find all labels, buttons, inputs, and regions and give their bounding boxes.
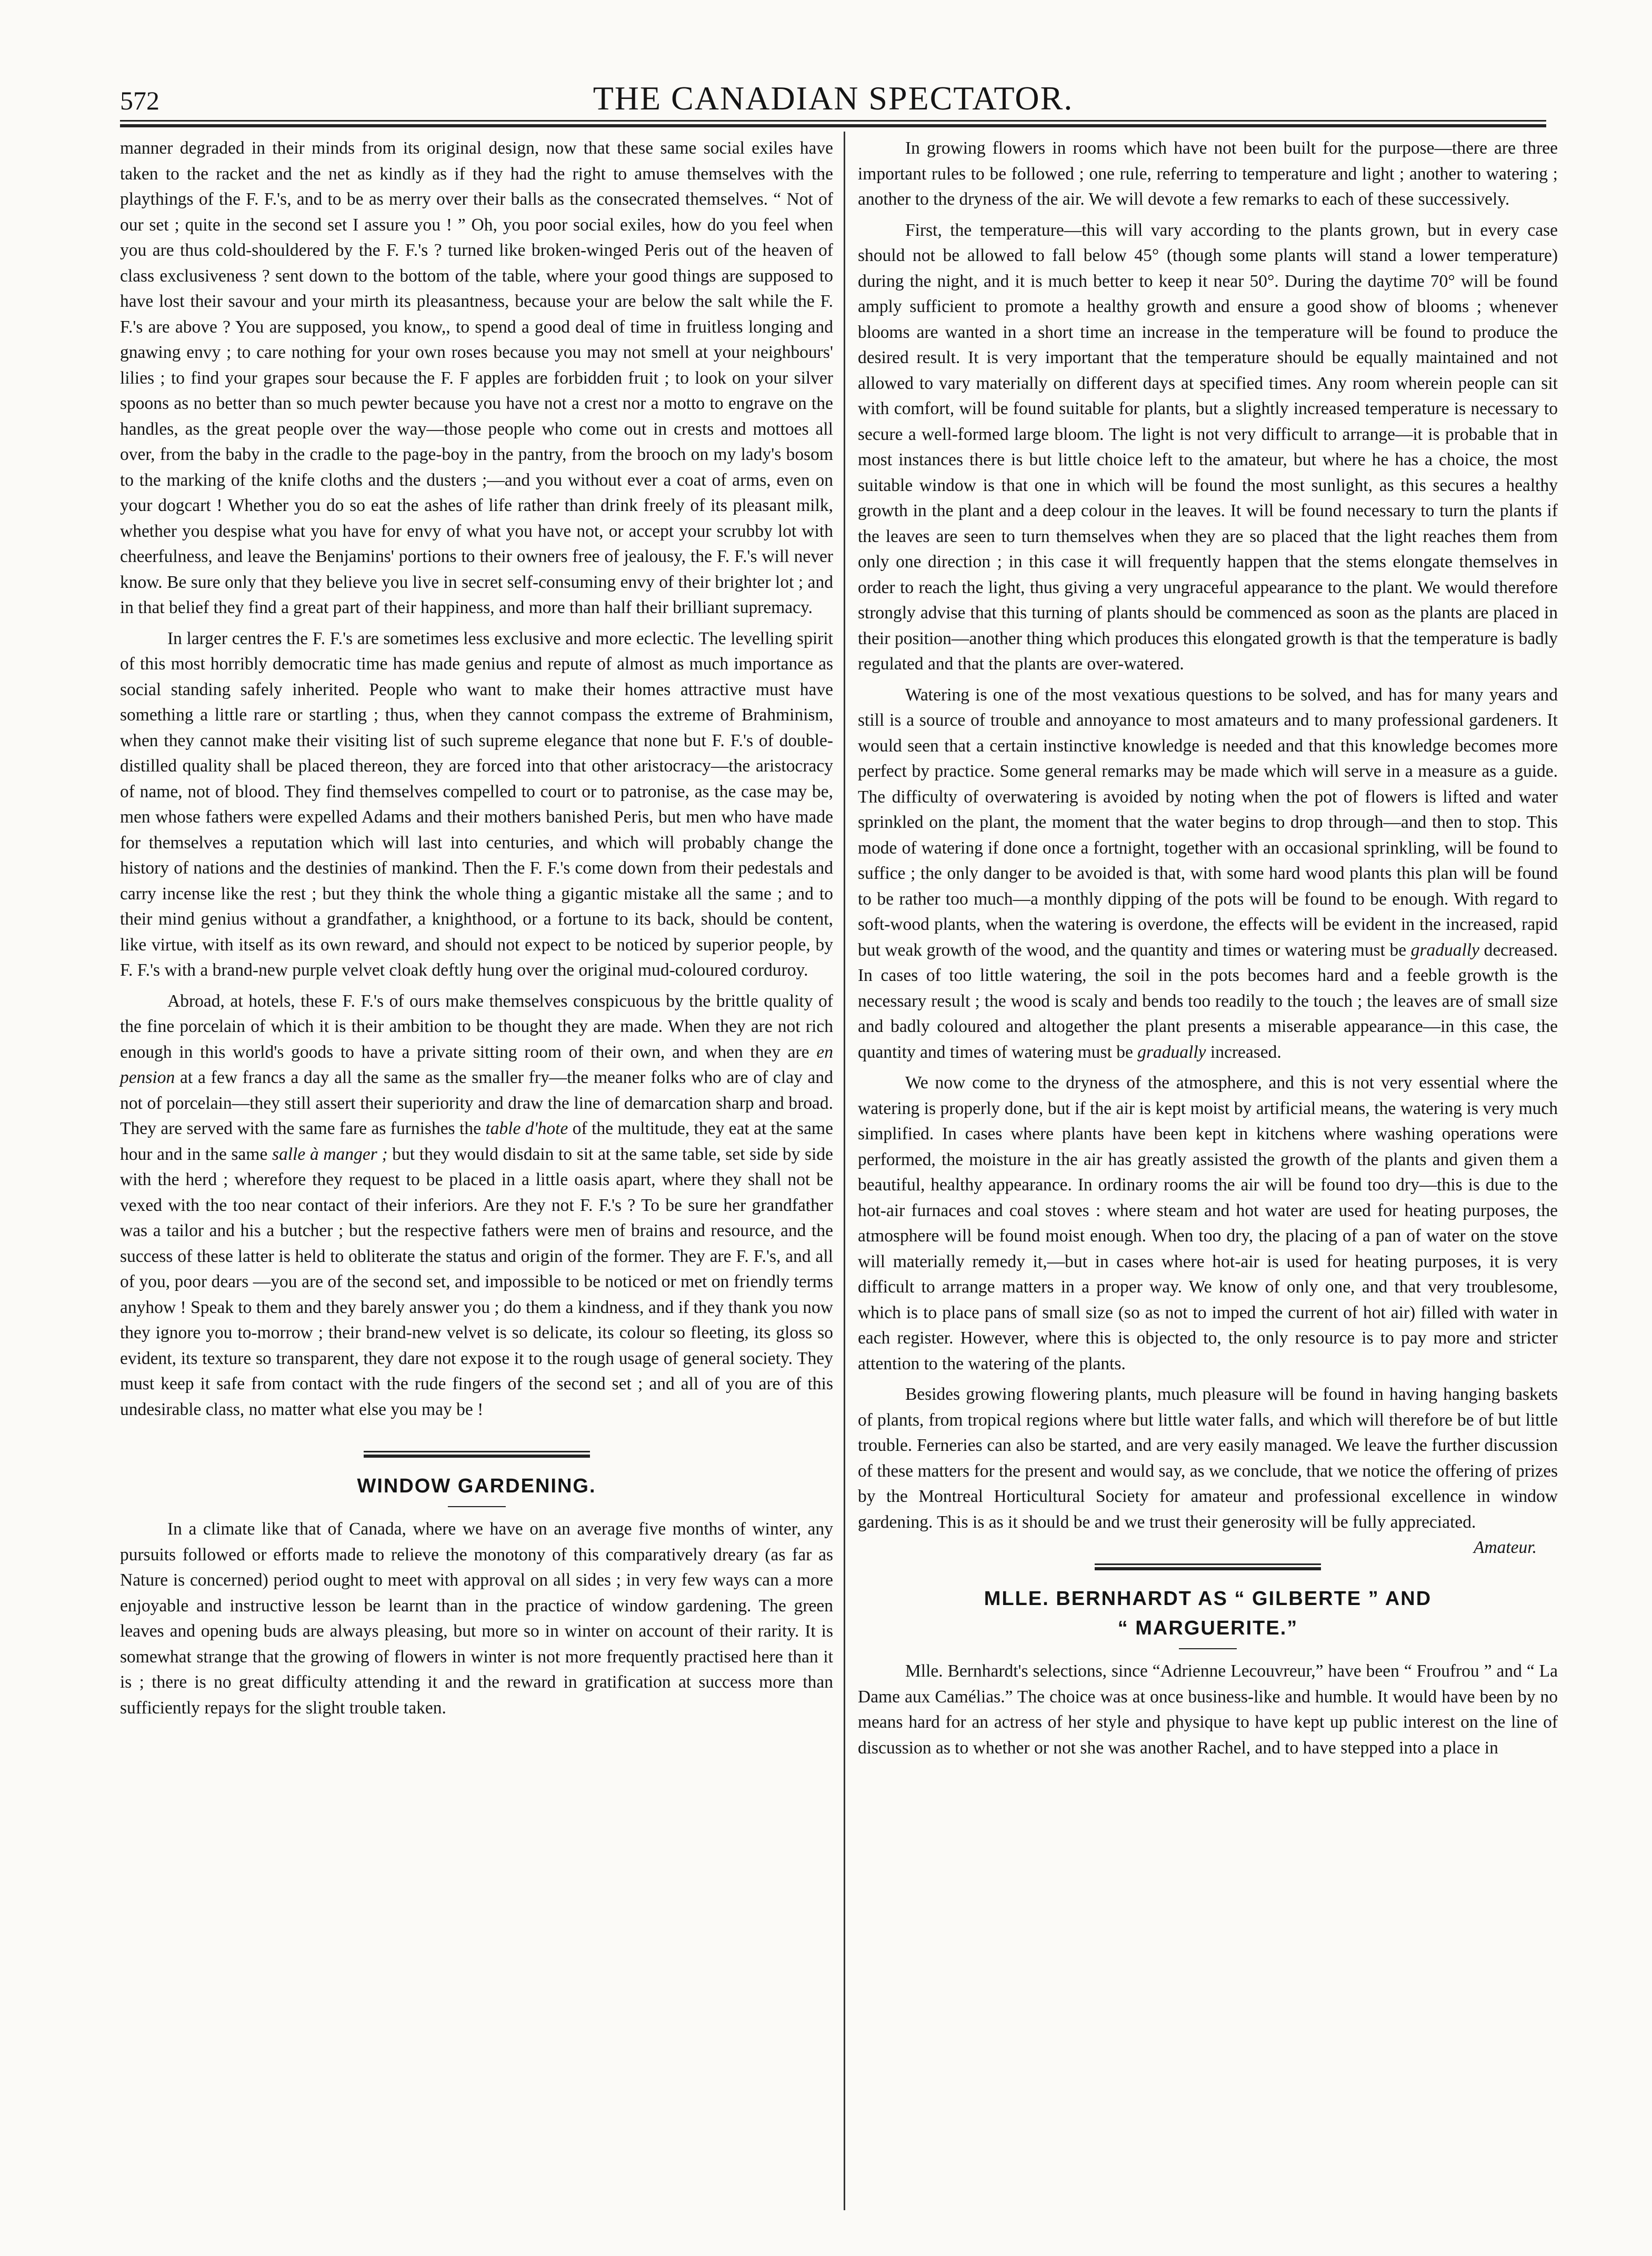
paragraph <box>858 683 1558 1066</box>
paragraph <box>858 1382 1558 1557</box>
text-run: Watering is one of the most vexatious questions to be solved, and has for many years and still is a source of trouble and annoyance to most amateurs and to many professional gardeners. It would seen that a certain instinctive knowledge is needed and that this knowledge becomes more perfect by practice. Some general remarks may be made which will serve in a measure as a guide. The difficulty of overwatering is avoided by noting when the pot of flowers is lifted and water sprinkled on the plant, the moment that the water begins to drop through—and then to stop. This mode of watering if done once a fortnight, together with an occasional sprinkling, will be found to suffice ; the only danger to be avoided is that, with some hard wood plants this plan will be found to be rather too much—a monthly dipping of the pots will be found to be enough. With regard to soft-wood plants, when the watering is overdone, the effects will be evident in the increased, rapid but weak growth of the wood, and the quantity and times or watering must be <box>858 685 1558 960</box>
text-run: decreased. In cases of too little watering, the soil in the pots becomes hard and a feeble growth is the necessary result ; the wood is scaly and bends too readily to the touch ; the leaves are of small size and badly coloured and altogether the plant presents a miserable appearance—in this case, the quantity and times of watering must be <box>858 940 1558 1062</box>
paragraph: In a climate like that of Canada, where we have on an average five months of winter, any pursuits followed or efforts made to relieve the monotony of this comparatively dreary (as far as Nature is concerned) period ought to meet with approval on all sides ; in very few ways can a more enjoyable and instructive lesson be learnt than in the practice of window gardening. The green leaves and opening buds are always pleasing, but more so in winter on account of their rarity. It is somewhat strange that the growing of flowers in winter is not more frequently practised here than it is ; there is no great difficulty attending it and the reward in gratification at success more than sufficiently repays for the slight trouble taken. <box>120 1519 833 1718</box>
paragraph: First, the temperature—this will vary according to the plants grown, but in every case should not be allowed to fall below 45° (though some plants will stand a lower temperature) during the night, and it is much better to keep it near 50°. During the daytime 70° will be found amply sufficient to promote a healthy growth and ensure a good show of blooms ; whenever blooms are wanted in a short time an increase in the temperature will be found to produce the desired result. It is very important that the temperature should be equally maintained and not allowed to vary materially on different days at specified times. Any room wherein people can sit with comfort, will be found suitable for plants, but a slightly increased temperature is necessary to secure a well-formed large bloom. The light is not very difficult to arrange—it is probable that in most instances there is but little choice left to the amateur, but where he has a choice, the most suitable window is that one in which will be found the most sunlight, as this secures a healthy growth in the plant and a deep colour in the leaves. It will be found necessary to turn the plants if the leaves are seen to turn themselves when they are so placed that the light reaches them from only one direction ; in this case it will frequently happen that the stems elongate themselves in order to reach the light, thus giving a very ungraceful appearance to the plant. We would therefore strongly advise that this turning of plants should be commenced as soon as the plants are placed in their position—another thing which produces this elongated growth is that the temperature is badly regulated and that the plants are over-watered. <box>858 220 1558 674</box>
paragraph <box>120 989 833 1423</box>
text-run: but they would disdain to sit at the same table, set side by side with the herd ; wherefore they request to be placed in a little oasis apart, where they shall not be vexed with the too near contact of their inferiors. Are they not F. F.'s ? To be sure her grandfather was a tailor and his a butcher ; but the respective fathers were men of brains and resource, and the success of these latter is held to obliterate the status and origin of the former. They are F. F.'s, and all of you, poor dears —you are of the second set, and impossible to be noticed or met on friendly terms anyhow ! Speak to them and they barely answer you ; do them a kindness, and if they thank you now they ignore you to-morrow ; their brand-new velvet is so delicate, its colour so fleeting, its gloss so evident, its texture so transparent, they dare not expose it to the rough usage of general society. They must keep it safe from contact with the rude fingers of the second set ; and all of you are of this undesirable class, no matter what else you may be ! <box>120 1144 834 1419</box>
paragraph: We now come to the dryness of the atmosphere, and this is not very essential where the watering is properly done, but if the air is kept moist by artificial means, the watering is very much simplified. In cases where plants have been kept in kitchens where washing operations were performed, the moisture in the air has greatly assisted the growth of the plants and given them a beautiful, healthy appearance. In ordinary rooms the air will be found too dry—this is due to the hot-air furnaces and coal stoves : where steam and hot water are used for heating purposes, the atmosphere will be found moist enough. When too dry, the placing of a pan of water on the stove will materially remedy it,—but in cases where hot-air is used for heating purposes, it is very difficult to arrange matters in a proper way. We know of only one, and that very troublesome, which is to place pans of small size (so as not to imped the current of hot air) filled with water in each register. However, where this is objected to, the only resource is to pay more and stricter attention to the watering of the plants. <box>858 1073 1558 1373</box>
title-underline <box>1179 1648 1237 1649</box>
page-header <box>120 79 1546 116</box>
text-run: Abroad, at hotels, these F. F.'s of ours make themselves conspicuous by the brittle quality of the fine porcelain of which it is their ambition to be thought they are made. When they are not rich enough in this world's goods to have a private sitting room of their own, and when they are <box>120 991 833 1062</box>
left-column <box>120 136 833 1721</box>
text-run: Besides growing flowering plants, much pleasure will be found in having hanging baskets of plants, from tropical regions where but little water falls, and which will therefore be of but little trouble. Ferneries can also be started, and are very easily managed. We leave the further discussion of these matters for the present and would say, as we conclude, that we notice the offering of prizes by the Montreal Horticultural Society for amateur and professional excellence in window gardening. This is as it should be and we trust their generosity will be fully appreciated. <box>858 1385 1558 1532</box>
column-divider <box>844 132 845 2210</box>
paragraph: Mlle. Bernhardt's selections, since “Adrienne Lecouvreur,” have been “ Froufrou ” and “ La Dame aux Camélias.” The choice was at once business-like and humble. It would have been by no means hard for an actress of her style and physique to have kept up public interest on the line of discussion as to whether or not she was another Rachel, and to have stepped into a place in <box>858 1661 1558 1758</box>
italic-text: salle à manger ; <box>272 1144 388 1164</box>
section-title-line: “ MARGUERITE.” <box>1117 1617 1298 1639</box>
section-title-line: MLLE. BERNHARDT AS “ GILBERTE ” AND <box>984 1588 1432 1610</box>
text-run: of the multitude, they eat at the same hour and in the same <box>120 1119 833 1164</box>
text-run: increased. <box>1206 1042 1281 1062</box>
paragraph: manner degraded in their minds from its original design, now that these same social exiles have taken to the racket and the net as kindly as if they had the right to amuse themselves with the playthings of the F. F.'s, and to be as merry over their balls as the consecrated themselves. “ Not of our set ; quite in the second set I assure you ! ” Oh, you poor social exiles, how do you feel when you are thus cold-shouldered by the F. F.'s ? turned like broken-winged Peris out of the heaven of class exclusiveness ? sent down to the bottom of the table, where your good things are supposed to have lost their savour and your mirth its pleasantness, because your are below the salt while the F. F.'s are above ? You are supposed, you know,, to spend a good deal of time in fruitless longing and gnawing envy ; to care nothing for your own roses because you may not smell at your neighbours' lilies ; to find your grapes sour because the F. F apples are forbidden fruit ; to look on your silver spoons as no better than so much pewter because you have not a crest nor a motto to engrave on the handles, as the great people over the way—those people who come out in crests and mottoes all over, from the baby in the cradle to the page-boy in the pantry, from the brooch on my lady's bosom to the marking of the knife cloths and the dusters ;—and you without ever a coat of arms, even on your dogcart ! Whether you do so eat the ashes of life rather than drink freely of its pleasant milk, whether you despise what you have for envy of what you have not, or accept your scrubby lot with cheerfulness, and leave the Benjamins' portions to their owners free of jealousy, the F. F.'s will never know. Be sure only that they believe you live in secret self-consuming envy of their brighter lot ; and in that belief they find a great part of their happiness, and more than half their brilliant supremacy. <box>120 138 833 617</box>
italic-text: en pension <box>120 1042 833 1087</box>
masthead: THE CANADIAN SPECTATOR. <box>593 79 1074 117</box>
section-rule <box>1095 1563 1321 1570</box>
right-column <box>858 136 1558 1761</box>
paragraph: In growing flowers in rooms which have not been built for the purpose—there are three important rules to be followed ; one rule, referring to temperature and light ; another to watering ; another to the dryness of the air. We will devote a few remarks to each of these successively. <box>858 138 1558 209</box>
section-title <box>858 1584 1558 1643</box>
section-rule <box>364 1451 590 1458</box>
italic-text: gradually <box>1410 940 1479 960</box>
paragraph: In larger centres the F. F.'s are sometimes less exclusive and more eclectic. The levelling spirit of this most horribly democratic time has made genius and repute of almost as much importance as social standing safely inherited. People who want to make their homes attractive must have something a little rare or startling ; thus, when they cannot compass the extreme of Brahminism, when they cannot make their visiting list of such supreme elegance that none but F. F.'s of double-distilled quality shall be placed thereon, they are forced into that other aristocracy—the aristocracy of name, not of blood. They find themselves compelled to court or to patronise, as the case may be, men whose fathers were expelled Adams and their mothers banished Peris, but men who have made for themselves a reputation which will last into centuries, and which will probably change the history of nations and the destinies of mankind. Then the F. F.'s come down from their pedestals and carry incense like the rest ; but they think the whole thing a gigantic mistake all the same ; and to their mind genius without a grandfather, a knighthood, or a fortune to its back, should be content, like virtue, with itself as its own reward, and should not expect to be noticed by superior people, by F. F.'s with a brand-new purple velvet cloak deftly hung over the original mud-coloured corduroy. <box>120 628 833 980</box>
text-run: at a few francs a day all the same as the smaller fry—the meaner folks who are of clay and not of porcelain—they still assert their superiority and draw the line of demarcation sharp and broad. They are served with the same fare as furnishes the <box>120 1068 833 1138</box>
signature: Amateur. <box>1473 1538 1537 1557</box>
italic-text: table d'hote <box>485 1119 568 1138</box>
section-title: WINDOW GARDENING. <box>357 1475 596 1497</box>
italic-text: gradually <box>1137 1042 1206 1062</box>
header-rule <box>120 120 1546 127</box>
page-number: 572 <box>120 86 159 115</box>
title-underline <box>448 1506 506 1507</box>
